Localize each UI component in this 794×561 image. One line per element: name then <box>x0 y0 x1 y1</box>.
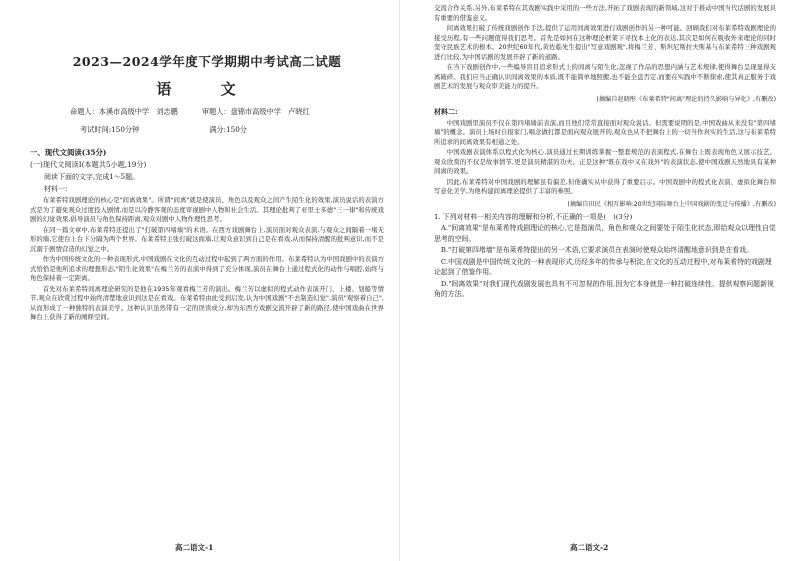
paragraph: 在当下戏剧创作中,一些编导盲目追求形式上的间离与陌生化,忽视了作品的思想内涵与艺术规律,使得舞台呈现显得支离破碎。我们应当正确认识间离效果的本质,既不能简单地照搬,也不能全盘否定,而要在实践中不断探索,使其真正服务于戏剧艺术的发展与观众审美能力的提升。 <box>434 64 776 90</box>
subsection-heading: (一)现代文阅读Ⅰ(本题共5小题,19分) <box>30 160 147 169</box>
author-reviewer: 审题人：盘锦市高级中学 卢晓红 <box>201 107 310 116</box>
material-label: 材料一: <box>44 185 68 193</box>
page-right <box>400 0 794 561</box>
option-a: A."间离效果"是布莱希特戏剧理论的核心,它是指演员、角色和观众之间要处于陌生化状态,即给观众以理性自觉思考的空间。 <box>434 224 776 243</box>
option-b: B."打破第四堵墙"是布莱希特提出的另一术语,它要求演员在表演时使观众始终清醒地意识到是在看戏。 <box>440 246 753 254</box>
exam-time: 考试时间:150分钟 <box>80 125 140 134</box>
paragraph: 首先对布莱希特间离理论研究的是他在1935年观看梅兰芳的演出。梅兰芳以虚拟的程式动作表演开门、上楼、划船等情节,观众在欣赏过程中始终清楚地意识到这是在看戏。布莱希特由此受到启发,认为中国戏剧"不去制造幻觉",演员"观察着自己",从而形成了一种独特的表演美学。这种认识虽然带有一定的误读成分,却为东西方戏剧交流开辟了新的路径,使中国戏曲在世界舞台上获得了新的阐释空间。 <box>30 285 384 321</box>
page-footer-right: 高二语文-2 <box>570 543 609 552</box>
instruction: 阅读下面的文字,完成1～5题。 <box>44 173 140 181</box>
option-c: C.中国戏剧是中国传统文化的一种表现形式,历经多年的传承与积淀,在文化的互动过程中,对布莱希特的戏剧理论起到了借鉴作用。 <box>434 257 772 276</box>
paragraph: 中国戏剧里演员不仅在第四堵墙前表演,而且他们常常直接面对观众说话。但需要说明的是,中国戏曲从来没有"第四堵墙"的概念。演员上场时自报家门,唱念做打都是面向观众展开的,观众也从不把舞台上的一切当作真实的生活,这与布莱希特所追求的间离效果有相通之处。 <box>434 119 776 146</box>
paragraph: 交流合作关系,另外,布莱希特在其戏剧实践中采用的一些方法,开拓了戏剧表现的新领域,这对于推动中国当代话剧的发展具有重要的借鉴意义。 <box>434 5 776 22</box>
authors <box>30 107 384 117</box>
question-stem: 1. 下列对材料一相关内容的理解和分析,不正确的一项是( )(3分) <box>434 212 633 221</box>
paragraph: 布莱希特戏剧理论的核心是"间离效果"。所谓"间离"就是使演员、角色以及观众之间产生陌生化的效果,演员说话的表演方式是为了避免观众过度投入剧情,而是以冷静客观的态度审视剧中人物和社会生活。其理论批判了亚里士多德"三一律"和传统戏剧的幻觉效果,倡导演员与角色保持距离,观众对剧中人物作理性思考。 <box>30 197 384 223</box>
subject-title: 语 文 <box>156 80 258 98</box>
material-label: 材料二: <box>434 106 458 116</box>
page-footer-left: 高二语文-1 <box>175 543 214 552</box>
paragraph: 间离效果打破了传统戏剧创作手法,提供了运用间离效果进行戏剧创作的另一种可能。回顾我们对布莱希特戏剧理论的接受历程,有一些问题值得我们思考。首先是如何在这种理论框架下寻找本土化的表达,其次是如何在吸收外来理论的同时坚守民族艺术的根本。20世纪60年代,黄佐临先生提出"写意戏剧观",将梅兰芳、斯坦尼斯拉夫斯基与布莱希特三种戏剧观进行比较,为中国话剧的发展开辟了新的道路。 <box>434 25 776 61</box>
paragraph: 因此,布莱希特对中国戏剧的理解虽有偏差,但他确实从中获得了重要启示。中国戏剧中的程式化表演、虚拟化舞台和写意化美学,为他构建间离理论提供了丰富的参照。 <box>434 178 776 195</box>
section-heading: 一、现代文阅读(35分) <box>30 148 107 157</box>
paragraph: 在同一篇文章中,布莱希特还提出了"打破第四堵墙"的术语。在西方戏剧舞台上,演员面对观众表演,与观众之间隔着一堵无形的墙,它使台上台下分隔为两个世界。布莱希特主张打破这面墙,让观众意识到自己是在看戏,从而保持清醒的批判意识,而不是沉溺于剧情营造的幻觉之中。 <box>30 226 384 253</box>
exam-score: 满分:150分 <box>209 125 247 134</box>
source-citation: (摘编自田民《相互影响:20世纪国际舞台上中国戏剧的变迁与传播》,有删改) <box>567 200 776 208</box>
paragraph: 中国戏剧表演体系以程式化为核心,演员通过长期训练掌握一整套规范的表演程式,在舞台上既表现角色又展示技艺。观众欣赏的不仅是故事情节,更是演员精湛的功夫。正是这种"既在戏中又在戏外"的表演状态,使中国戏剧天然地具有某种间离的效果。 <box>434 149 776 175</box>
author-setter: 命题人：本溪市高级中学 刘志鹏 <box>70 107 178 116</box>
exam-title: 2023—2024学年度下学期期中考试高二试题 <box>72 54 342 69</box>
paragraph: 作为中国传统文化的一种表现形式,中国戏剧在文化的互动过程中起到了两方面的作用。布莱希特认为中国戏剧中的表演方式恰恰是他所追求的理想形态,"陌生化效果"在梅兰芳的表演中得到了充分体现,演员在舞台上通过程式化的动作与唱腔,始终与角色保持着一定距离。 <box>30 256 384 282</box>
option-d: D."间离效果"对我们现代戏剧发展也具有不可忽视的作用,因为它本身就是一种打破连续性、提供观察问题新视角的方法。 <box>434 279 774 298</box>
source-citation: (摘编自赵晓彤《布莱希特"间离"理论的持久影响与异化》,有删改) <box>596 95 776 103</box>
exam-info <box>30 125 384 135</box>
